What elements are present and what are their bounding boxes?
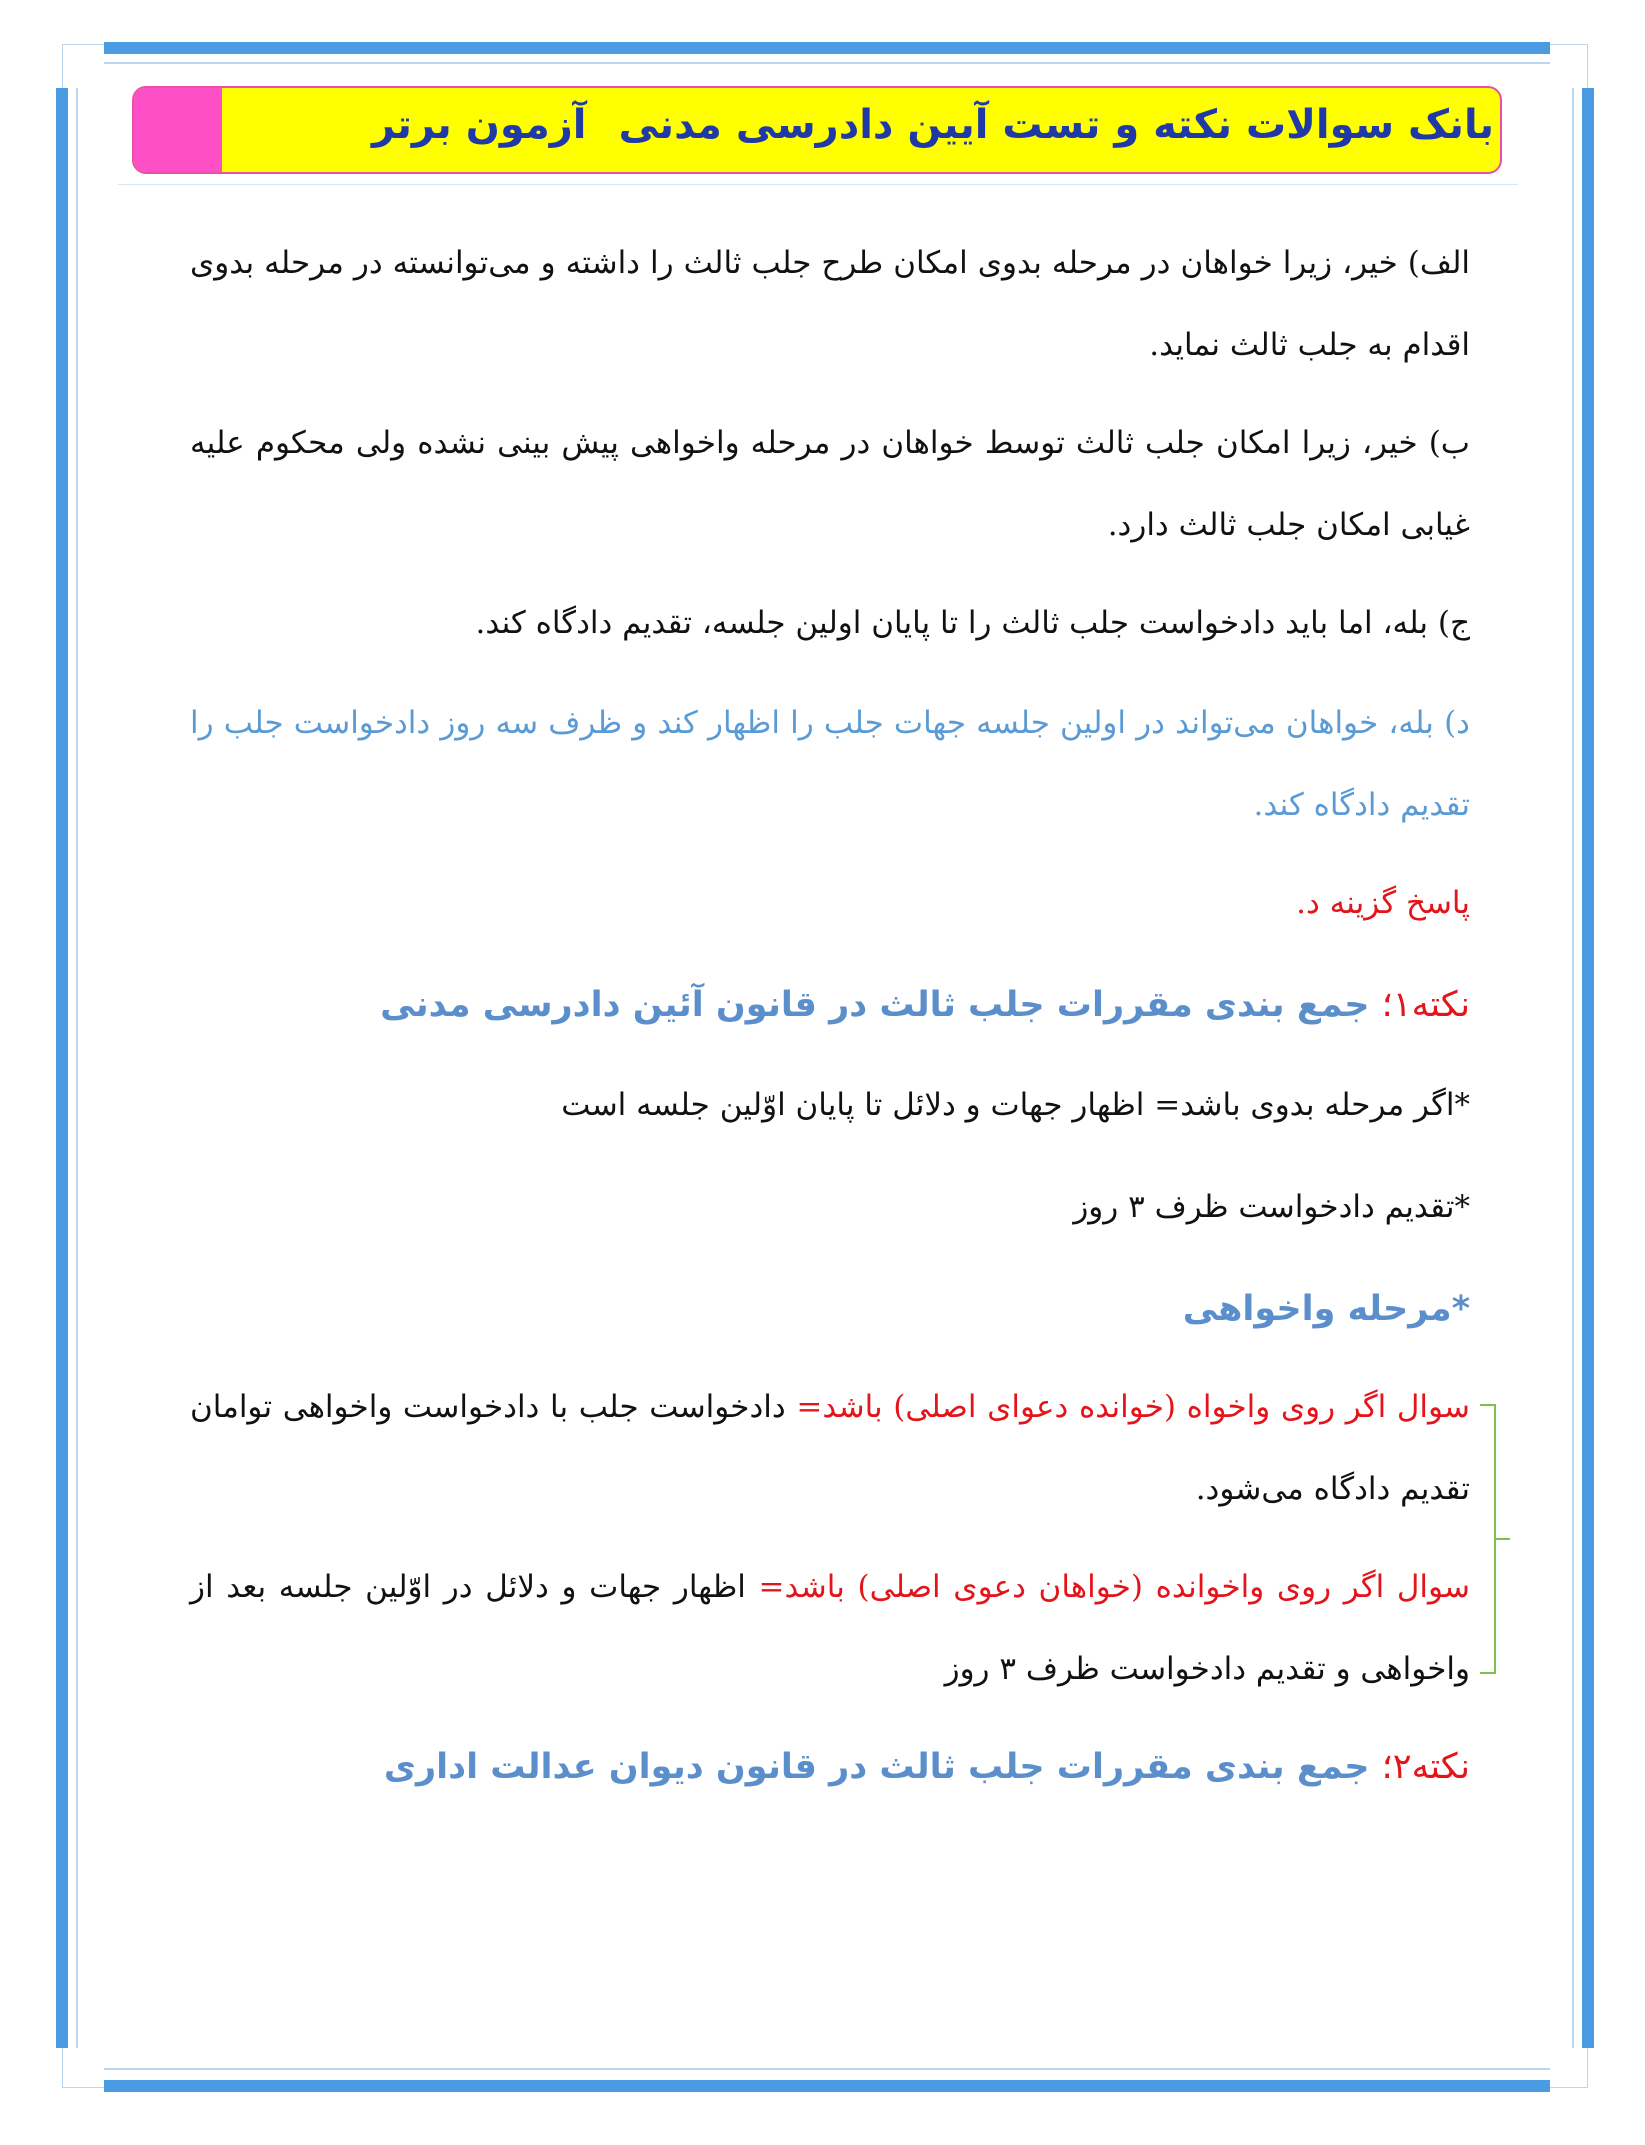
q1-condition: سوال اگر روی واخواه (خوانده دعوای اصلی) باشد=	[796, 1389, 1470, 1425]
bullet2	[190, 1166, 1470, 1248]
q1-rule: دادخواست جلب با دادخواست واخواهی توامان تقدیم دادگاه می‌شود.	[190, 1389, 1470, 1507]
bracket	[1480, 1404, 1496, 1674]
header-divider	[118, 184, 1518, 185]
q1-line	[190, 1366, 1470, 1530]
frame-left	[56, 88, 68, 2048]
frame-left-inner	[76, 88, 78, 2048]
option-c	[190, 582, 1470, 664]
bullet2-text: *تقدیم دادخواست ظرف ۳ روز	[1073, 1189, 1470, 1225]
header-brand: آزمون برتر	[372, 102, 587, 148]
frame-bottom	[104, 2080, 1550, 2092]
stage-heading	[190, 1268, 1470, 1350]
option-a-text: الف) خیر، زیرا خواهان در مرحله بدوی امکان طرح جلب ثالث را داشته و می‌توانسته در مرحله بدوی اقدام به جلب ثالث نماید.	[190, 245, 1470, 363]
answer	[190, 862, 1470, 944]
header-title: بانک سوالات نکته و تست آیین دادرسی مدنی	[618, 102, 1494, 148]
note1-title: جمع بندی مقررات جلب ثالث در قانون آئین دادرسی مدنی	[380, 985, 1382, 1025]
note2-heading	[190, 1726, 1470, 1808]
header-banner	[132, 86, 1502, 174]
note1-heading-line	[190, 964, 1470, 1046]
frame-top	[104, 42, 1550, 54]
q2-condition: سوال اگر روی واخوانده (خواهان دعوی اصلی) باشد=	[758, 1569, 1470, 1605]
frame-right-inner	[1572, 88, 1574, 2048]
note2-title: جمع بندی مقررات جلب ثالث در قانون دیوان عدالت اداری	[383, 1747, 1382, 1787]
frame-bottom-inner	[104, 2068, 1550, 2070]
option-a	[190, 222, 1470, 386]
note1-prefix: نکته۱؛	[1381, 985, 1470, 1025]
q1	[190, 1366, 1470, 1530]
bullet1-text: *اگر مرحله بدوی باشد= اظهار جهات و دلائل تا پایان اوّلین جلسه است	[561, 1087, 1470, 1123]
option-b-text: ب) خیر، زیرا امکان جلب ثالث توسط خواهان در مرحله واخواهی پیش بینی نشده ولی محکوم علیه غیابی امکان جلب ثالث دارد.	[190, 425, 1470, 543]
header-pink-tab	[134, 88, 222, 172]
bullet1	[190, 1064, 1470, 1146]
frame-right	[1582, 88, 1594, 2048]
option-b	[190, 402, 1470, 566]
q2	[190, 1546, 1470, 1710]
frame-top-inner	[104, 62, 1550, 64]
note1-heading	[190, 964, 1470, 1046]
option-c-text: ج) بله، اما باید دادخواست جلب ثالث را تا پایان اولین جلسه، تقدیم دادگاه کند.	[475, 605, 1470, 641]
option-d	[190, 682, 1470, 846]
answer-text: پاسخ گزینه د.	[1296, 885, 1470, 921]
bracket-tip	[1496, 1538, 1510, 1540]
stage-heading-text: *مرحله واخواهی	[1182, 1289, 1470, 1329]
q2-line	[190, 1546, 1470, 1710]
note2-heading-line	[190, 1726, 1470, 1808]
q2-rule: اظهار جهات و دلائل در اوّلین جلسه بعد از واخواهی و تقدیم دادخواست ظرف ۳ روز	[190, 1569, 1470, 1687]
option-d-text: د) بله، خواهان می‌تواند در اولین جلسه جهات جلب را اظهار کند و ظرف سه روز دادخواست جلب را تقدیم دادگاه کند.	[190, 705, 1470, 823]
note2-prefix: نکته۲؛	[1381, 1747, 1470, 1787]
